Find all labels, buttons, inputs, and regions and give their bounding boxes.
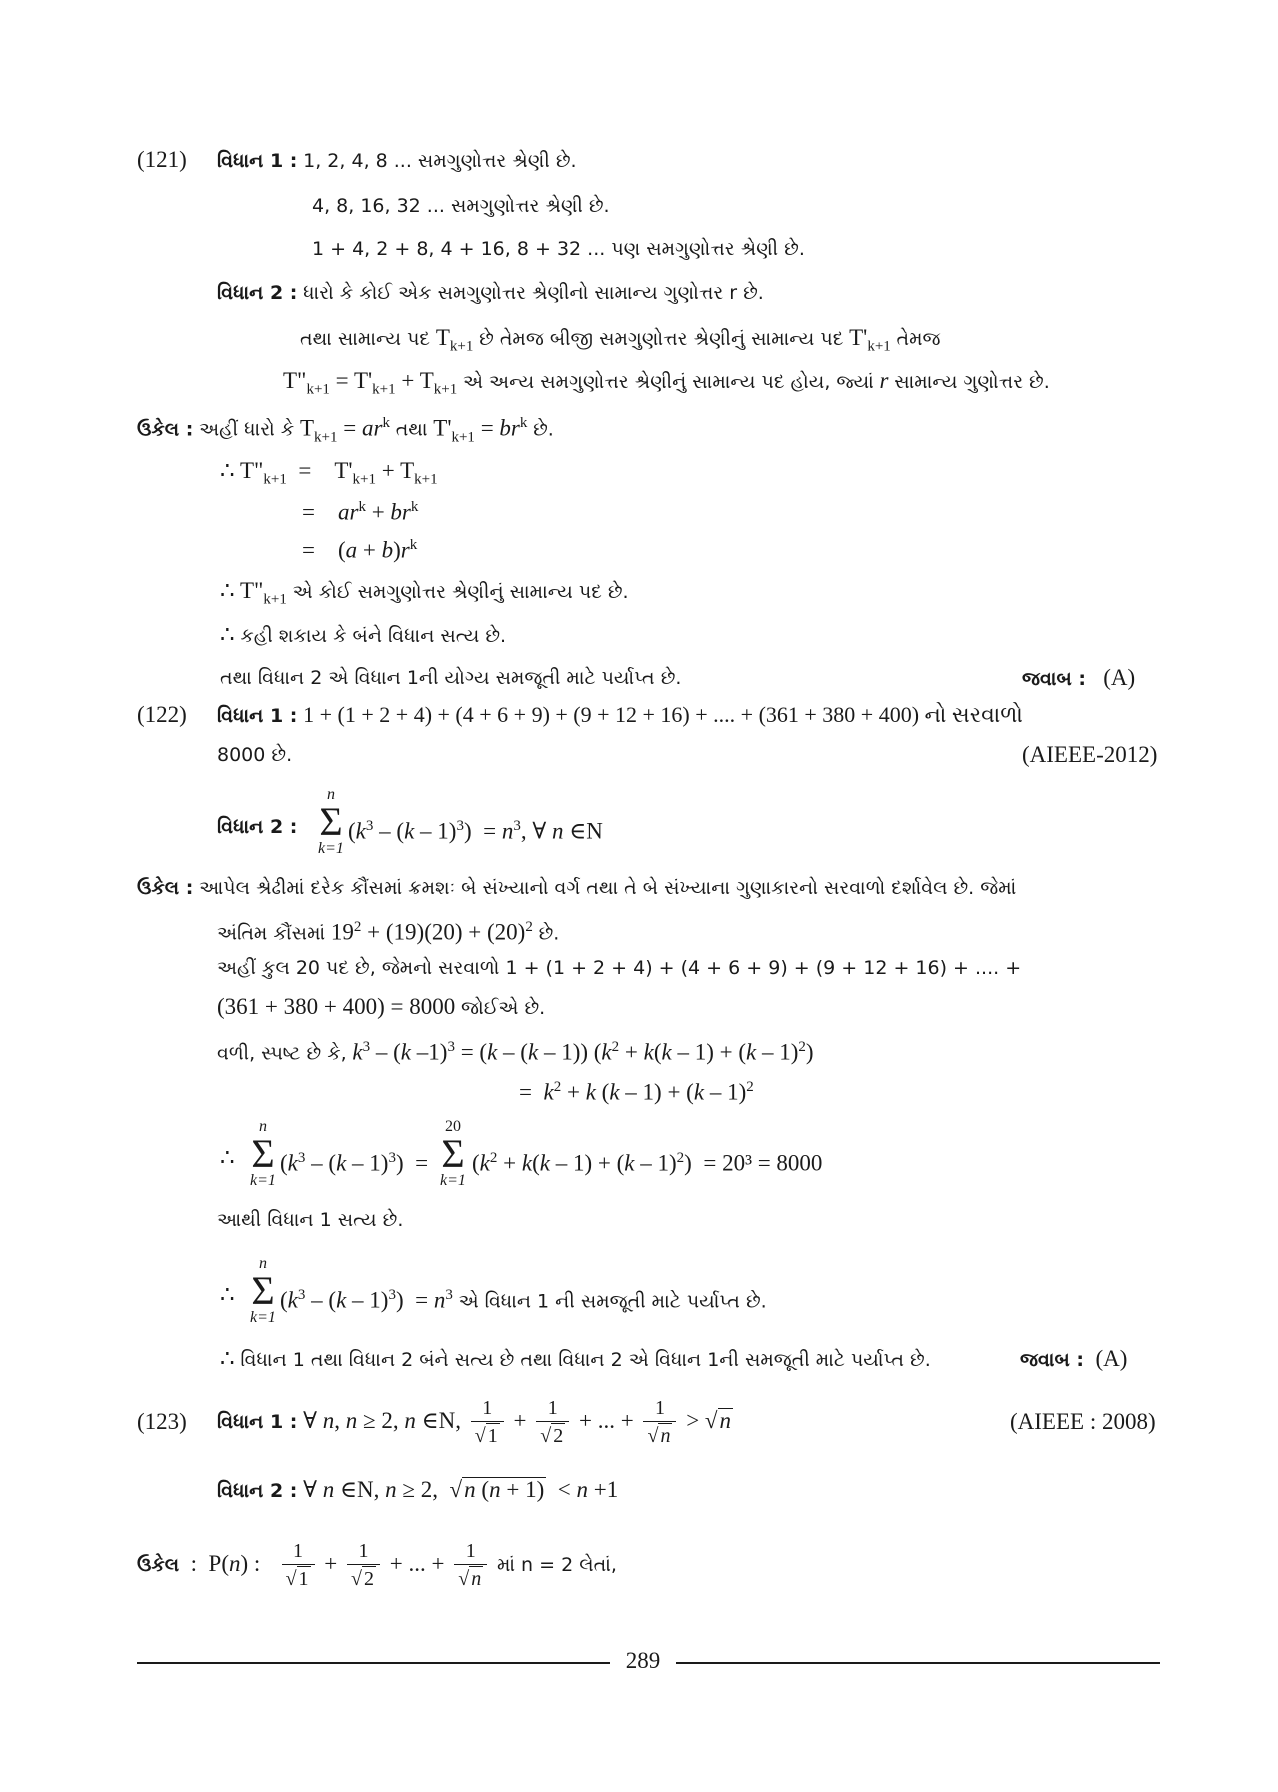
statement-label: વિધાન 1 : — [217, 1411, 298, 1433]
statement-line: તથા સામાન્ય પદ $T_{k+1}$ છે તેમજ બીજી સમગુણોત્તર શ્રેણીનું સામાન્ય પદ $T'_{k+1}$ તેમજ — [300, 325, 941, 355]
statement-text: ધારો કે કોઈ એક સમગુણોત્તર શ્રેણીનો સામાન્ય ગુણોત્તર r છે. — [303, 282, 764, 304]
solution-line: અહીં કુલ 20 પદ છે, જેમનો સરવાળો 1 + (1 + 2 + 4) + (4 + 6 + 9) + (9 + 12 + 16) + .... + — [217, 957, 1022, 979]
statement-2 — [217, 277, 764, 308]
summation-symbol: 20 Σ k=1 — [440, 1118, 466, 1189]
result: = 20³ = 8000 — [703, 1150, 823, 1176]
question-number: (122) — [137, 702, 187, 727]
source-tag: (AIEEE-2012) — [1022, 742, 1158, 767]
footer-rule-left — [137, 1662, 610, 1664]
equation-line: = $k^2 + k$ (k – 1) + (k – 1)$^2$ — [519, 1079, 754, 1105]
solution: ઉકેલ : P(n) : $\frac{1}{√ 1}$ + $\frac{1}{√ 2}$ + ... + $\frac{1}{√ n}$ માં n = 2 લેતાં, — [137, 1538, 617, 1593]
fraction: $\frac{1}{√ 2}$ — [536, 1395, 569, 1450]
solution-label: ઉકેલ : — [137, 877, 194, 899]
equation-line: ∴ $T"_{k+1}$ = $T'_{k+1} + T_{k+1}$ — [220, 458, 438, 488]
statement-label: વિધાન 2 : — [217, 282, 298, 304]
conclusion: આથી વિધાન 1 સત્ય છે. — [217, 1209, 404, 1231]
conclusion: ∴ કહી શકાય કે બંને વિધાન સત્ય છે. — [220, 622, 507, 647]
solution-label: ઉકેલ : — [137, 418, 194, 441]
answer-value: (A) — [1103, 665, 1136, 690]
statement-1 — [217, 700, 1023, 731]
summation-symbol: n Σ k=1 — [318, 786, 344, 857]
statement-label: વિધાન 1 : — [217, 150, 298, 172]
answer-label: જવાબ : — [1020, 1349, 1084, 1371]
statement-text: 1, 2, 4, 8 ... સમગુણોત્તર શ્રેણી છે. — [303, 150, 577, 172]
fraction: $\frac{1}{√ n}$ — [454, 1538, 487, 1593]
page-number: 289 — [625, 1648, 661, 1673]
equation: $(k^3 - (k - 1)^3) = n^3$, ∀ n ∈N — [348, 818, 603, 844]
statement-line: 8000 છે. — [217, 744, 293, 766]
statement-line: 4, 8, 16, 32 ... સમગુણોત્તર શ્રેણી છે. — [312, 195, 610, 217]
summation-symbol: n Σ k=1 — [250, 1118, 276, 1189]
statement-label: વિધાન 2 : — [217, 1480, 298, 1502]
solution: ઉકેલ : અહીં ધારો કે $T_{k+1} = ar^k$ તથા $T'_{k+1} = br^k$ છે. — [137, 415, 554, 446]
answer-value: (A) — [1095, 1346, 1128, 1371]
statement-line: 1 + 4, 2 + 8, 4 + 16, 8 + 32 ... પણ સમગુણોત્તર શ્રેણી છે. — [312, 238, 805, 260]
source-tag: (AIEEE : 2008) — [1010, 1409, 1156, 1434]
equation: $(k^2 + k(k - 1) + (k - 1)^2) = 20^3 = 8000$ — [472, 1150, 823, 1176]
solution-line: વળી, સ્પષ્ટ છે કે, $k^3 - (k$ –1)$^3$ = (k – (k – 1)) $(k^2 + k(k - 1) + (k - 1)^2)$ — [217, 1039, 814, 1065]
statement-1: વિધાન 1 : ∀ n, n ≥ 2, n ∈N, $\frac{1}{√ 1}$ + $\frac{1}{√ 2}$ + ... + $\frac{1}{√ n}$ > √n — [217, 1395, 733, 1450]
answer — [1020, 1344, 1127, 1375]
solution-label: ઉકેલ — [137, 1554, 180, 1576]
footer-rule-right — [676, 1662, 1160, 1664]
statement-1 — [217, 145, 577, 176]
statement-2 — [217, 811, 297, 842]
fraction: $\frac{1}{√ 2}$ — [347, 1538, 380, 1593]
statement-text: 1 + (1 + 2 + 4) + (4 + 6 + 9) + (9 + 12 + 16) + .... + (361 + 380 + 400) નો સરવાળો — [303, 702, 1023, 727]
equation-line: = $ar^k + br^k$ — [302, 499, 419, 525]
answer — [1022, 663, 1135, 694]
equation-line: = $(a + b)r^k$ — [302, 537, 418, 563]
equation: $(k^3 - (k - 1)^3)$ = — [280, 1150, 429, 1176]
fraction: $\frac{1}{√ 1}$ — [282, 1538, 315, 1593]
solution: ઉકેલ : આપેલ શ્રેઢીમાં દરેક કૌંસમાં ક્રમશઃ બે સંખ્યાનો વર્ગ તથા તે બે સંખ્યાના ગુણાકારનો સરવાળો દર્શાવેલ છે. જેમાં — [137, 877, 1017, 899]
solution-line: (361 + 380 + 400) = 8000 જોઈએ છે. — [217, 994, 546, 1019]
solution-line: અંતિમ કૌંસમાં $19^2 + (19)(20) + (20)^2$ છે. — [217, 919, 560, 945]
statement-label: વિધાન 1 : — [217, 705, 298, 727]
conclusion: ∴ વિધાન 1 તથા વિધાન 2 બંને સત્ય છે તથા વિધાન 2 એ વિધાન 1ની સમજૂતી માટે પર્યાપ્ત છે. — [220, 1346, 931, 1371]
statement-line: $T"_{k+1} = T'_{k+1} + T_{k+1}$ એ અન્ય સમગુણોત્તર શ્રેણીનું સામાન્ય પદ હોય, જ્યાં r સામાન્ય ગુણોત્તર છે. — [283, 368, 1050, 398]
conclusion: $(k^3 - (k - 1)^3) = n^3$ એ વિધાન 1 ની સમજૂતી માટે પર્યાપ્ત છે. — [280, 1287, 767, 1313]
summation-symbol: n Σ k=1 — [250, 1255, 276, 1326]
conclusion: ∴ $T"_{k+1}$ એ કોઈ સમગુણોત્તર શ્રેણીનું સામાન્ય પદ છે. — [220, 578, 629, 608]
conclusion: તથા વિધાન 2 એ વિધાન 1ની યોગ્ય સમજૂતી માટે પર્યાપ્ત છે. — [220, 667, 682, 689]
therefore-symbol: ∴ — [220, 1282, 235, 1307]
fraction: $\frac{1}{√ 1}$ — [471, 1395, 504, 1450]
question-number: (123) — [137, 1409, 187, 1434]
statement-label: વિધાન 2 : — [217, 816, 298, 838]
therefore-symbol: ∴ — [220, 1145, 235, 1170]
statement-2: વિધાન 2 : ∀ n ∈N, n ≥ 2, √n (n + 1) < n +1 — [217, 1477, 619, 1502]
fraction: $\frac{1}{√ n}$ — [643, 1395, 676, 1450]
question-number: (121) — [137, 147, 187, 172]
answer-label: જવાબ : — [1022, 668, 1086, 690]
